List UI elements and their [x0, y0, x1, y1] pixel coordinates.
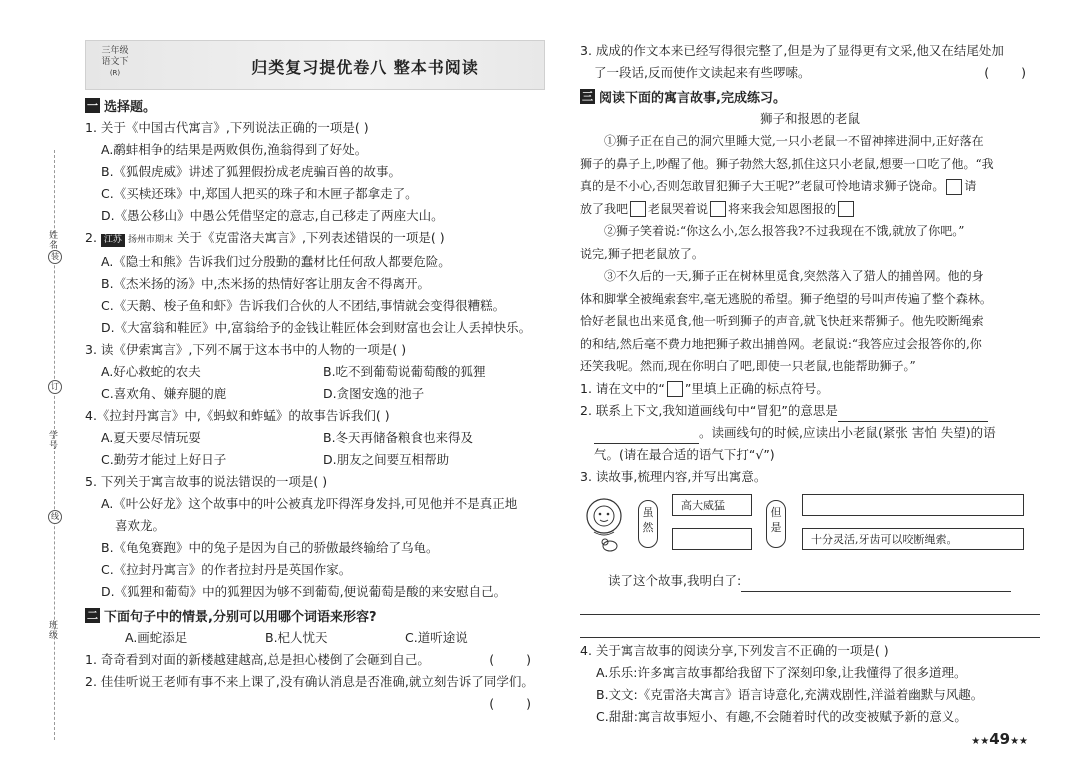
question-text: 关于《克雷洛夫寓言》,下列表述错误的一项是( ) — [176, 230, 445, 245]
option: A.好心救蛇的农夫 — [101, 364, 201, 379]
question: 4. 关于寓言故事的阅读分享,下列发言不正确的一项是( ) — [580, 642, 889, 658]
option-row — [85, 361, 545, 383]
question — [85, 227, 545, 251]
question: 5. 下列关于寓言故事的说法错误的一项是( ) — [85, 474, 328, 489]
word-options — [85, 627, 545, 649]
option: B.冬天再储备粮食也来得及 — [323, 430, 474, 445]
question — [85, 649, 545, 671]
bind-circle: 装 — [48, 250, 62, 264]
question-text: 了一段话,反而使作文读起来有些啰嗦。 — [594, 65, 811, 80]
question — [580, 400, 1040, 422]
option: C.喜欢角、嫌弃腿的鹿 — [101, 386, 227, 401]
diagram-box: 十分灵活,牙齿可以咬断绳索。 — [802, 528, 1024, 550]
story-text: 老鼠哭着说 — [648, 201, 709, 216]
option: C.《天鹅、梭子鱼和虾》告诉我们合伙的人不团结,事情就会变得很糟糕。 — [101, 298, 506, 313]
region-note: 扬州市期末 — [127, 235, 173, 245]
page-number-text: 49 — [989, 730, 1011, 748]
question-text: 1. 奇奇看到对面的新楼越建越高,总是担心楼倒了会砸到自己。 — [85, 652, 430, 667]
binding-strip — [40, 150, 70, 740]
region-tag: 江苏 — [101, 234, 125, 247]
subject-text: 语文下 — [101, 57, 129, 67]
option: D.《狐狸和葡萄》中的狐狸因为够不到葡萄,便说葡萄是酸的来安慰自己。 — [101, 584, 507, 599]
story-text: 放了我吧 — [580, 201, 629, 216]
page-number — [971, 730, 1028, 748]
option: D.《愚公移山》中愚公凭借坚定的意志,自己移走了两座大山。 — [101, 208, 444, 223]
story-line — [580, 198, 1040, 221]
story-text: 真的是不小心,否则怎敢冒犯狮子大王呢?”老鼠可怜地请求狮子饶命。 — [580, 179, 945, 193]
story-line: ③不久后的一天,狮子正在树林里觅食,突然落入了猎人的捕兽网。他的身 — [604, 269, 984, 283]
option: B.《龟兔赛跑》中的兔子是因为自己的骄傲最终输给了乌龟。 — [101, 540, 439, 555]
option: C.《买椟还珠》中,郑国人把买的珠子和木匣子都拿走了。 — [101, 186, 418, 201]
option: D.《大富翁和鞋匠》中,富翁给予的金钱让鞋匠体会到财富也会让人丢掉快乐。 — [101, 320, 532, 335]
right-column — [580, 40, 1040, 728]
question — [580, 378, 1040, 400]
story-text: 请 — [964, 179, 977, 193]
grade-badge — [90, 46, 140, 79]
section-number: 一 — [87, 99, 98, 112]
question-text: 读了这个故事,我明白了: — [608, 572, 742, 588]
section-title: 阅读下面的寓言故事,完成练习。 — [599, 91, 786, 106]
question: 3. 成成的作文本来已经写得很完整了,但是为了显得更有文采,他又在结尾处加 — [580, 43, 1004, 58]
question-number: 2. — [85, 230, 97, 245]
story-line: ①狮子正在自己的洞穴里睡大觉,一只小老鼠一不留神摔进洞中,正好落在 — [604, 134, 984, 148]
lion-mouse-illustration — [580, 494, 630, 556]
question-text: 1. 请在文中的“ — [580, 380, 665, 396]
left-column — [85, 40, 545, 715]
punctuation-box[interactable] — [630, 201, 646, 217]
option: C.甜甜:寓言故事短小、有趣,不会随着时代的改变被赋予新的意义。 — [596, 708, 967, 724]
question: 3. 读《伊索寓言》,下列不属于这本书中的人物的一项是( ) — [85, 342, 407, 357]
story-line: 说完,狮子把老鼠放了。 — [580, 246, 704, 261]
story-diagram — [580, 492, 1040, 564]
answer-line[interactable] — [580, 617, 1040, 638]
section-title: 选择题。 — [104, 100, 157, 115]
word-option: B.杞人忧天 — [265, 630, 328, 645]
diagram-box: 高大威猛 — [672, 494, 752, 516]
punctuation-box[interactable] — [838, 201, 854, 217]
option: C.《拉封丹寓言》的作者拉封丹是英国作家。 — [101, 562, 352, 577]
option-row — [85, 383, 545, 405]
class-label: 班级 — [47, 620, 57, 640]
punctuation-box[interactable] — [710, 201, 726, 217]
section-number: 二 — [87, 609, 98, 622]
option: A.夏天要尽情玩耍 — [101, 430, 201, 445]
option: B.《狐假虎威》讲述了狐狸假扮成老虎骗百兽的故事。 — [101, 164, 402, 179]
story-line: 狮子的鼻子上,吵醒了他。狮子勃然大怒,抓住这只小老鼠,想要一口吃了他。“我 — [580, 156, 994, 171]
answer-blank[interactable] — [741, 591, 1011, 592]
option: B.文文:《克雷洛夫寓言》语言诗意化,充满戏剧性,洋溢着幽默与风趣。 — [596, 686, 984, 702]
option: B.《杰米扬的汤》中,杰米扬的热情好客让朋友舍不得离开。 — [101, 276, 431, 291]
star-icon: ★★ — [971, 736, 990, 747]
id-label: 学号 — [47, 430, 57, 450]
bind-circle: 线 — [48, 510, 62, 524]
story-line: 体和脚掌全被绳索套牢,毫无逃脱的希望。狮子绝望的号叫声传遍了整个森林。 — [580, 291, 992, 306]
but-label: 但是 — [766, 500, 786, 548]
option: D.贪图安逸的池子 — [323, 386, 425, 401]
answer-paren[interactable]: ( ) — [489, 696, 545, 711]
question: 3. 读故事,梳理内容,并写出寓意。 — [580, 468, 767, 484]
section-number: 三 — [582, 90, 593, 103]
section-title: 下面句子中的情景,分别可以用哪个词语来形容? — [104, 610, 377, 625]
option: A.《隐士和熊》告诉我们过分殷勤的蠢材比任何敌人都要危险。 — [101, 254, 451, 269]
question-text: 2. 联系上下文,我知道画线句中“冒犯”的意思是 — [580, 402, 838, 418]
section-heading — [580, 87, 1040, 106]
grade-text: 三年级 — [101, 46, 129, 56]
story-text: 将来我会知恩图报的 — [728, 201, 837, 216]
question — [580, 570, 1040, 592]
story-line: 的和结,然后毫不费力地把狮子救出捕兽网。老鼠说:“我答应过会报答你的,你 — [580, 336, 982, 351]
question: 1. 关于《中国古代寓言》,下列说法正确的一项是( ) — [85, 120, 369, 135]
option: A.乐乐:许多寓言故事都给我留下了深刻印象,让我懂得了很多道理。 — [596, 664, 967, 680]
question — [85, 693, 545, 715]
option-row — [85, 427, 545, 449]
box-icon — [667, 381, 683, 397]
option: A.鹬蚌相争的结果是两败俱伤,渔翁得到了好处。 — [101, 142, 368, 157]
answer-paren[interactable]: ( ) — [489, 652, 545, 667]
option: B.吃不到葡萄说葡萄酸的狐狸 — [323, 364, 486, 379]
story-line: ②狮子笑着说:“你这么小,怎么报答我?不过我现在不饿,就放了你吧。” — [604, 224, 965, 238]
question-text: ”里填上正确的标点符号。 — [684, 380, 829, 396]
story-line: 恰好老鼠也出来觅食,他一听到狮子的声音,就飞快赶来帮狮子。他先咬断绳索 — [580, 314, 984, 328]
story-line: 还笑我呢。然而,现在你明白了吧,即使一只老鼠,也能帮助狮子。” — [580, 359, 916, 373]
bind-circle: 订 — [48, 380, 62, 394]
although-label: 虽然 — [638, 500, 658, 548]
question-continuation — [580, 422, 1040, 444]
diagram-answer-box[interactable] — [802, 494, 1024, 516]
option: A.《叶公好龙》这个故事中的叶公被真龙吓得浑身发抖,可见他并不是真正地 — [101, 496, 518, 511]
word-option: A.画蛇添足 — [125, 630, 188, 645]
name-label: 姓名 — [47, 230, 57, 250]
question: 2. 佳佳听说王老师有事不来上课了,没有确认消息是否准确,就立刻告诉了同学们。 — [85, 674, 534, 689]
page-header — [85, 40, 545, 90]
option-continuation: 喜欢龙。 — [115, 518, 166, 533]
story-title: 狮子和报恩的老鼠 — [759, 111, 860, 126]
punctuation-box[interactable] — [946, 179, 962, 195]
answer-line[interactable] — [580, 594, 1040, 615]
question: 4.《拉封丹寓言》中,《蚂蚁和蚱蜢》的故事告诉我们( ) — [85, 408, 390, 423]
section-heading — [85, 96, 545, 115]
section-heading — [85, 606, 545, 625]
question-continuation — [580, 62, 1040, 84]
option: C.勤劳才能过上好日子 — [101, 452, 227, 467]
word-option: C.道听途说 — [405, 630, 468, 645]
star-icon: ★★ — [1010, 736, 1028, 747]
version-text: (R) — [109, 69, 121, 77]
page-title: 归类复习提优卷八 整本书阅读 — [251, 58, 479, 77]
option: D.朋友之间要互相帮助 — [323, 452, 450, 467]
question-continuation: 气。(请在最合适的语气下打“√”) — [594, 446, 775, 462]
diagram-answer-box[interactable] — [672, 528, 752, 550]
answer-paren[interactable]: ( ) — [984, 65, 1040, 80]
story-line — [580, 175, 1040, 198]
option-row — [85, 449, 545, 471]
question-text: 。读画线句的时候,应读出小老鼠(紧张 害怕 失望)的语 — [699, 424, 996, 440]
